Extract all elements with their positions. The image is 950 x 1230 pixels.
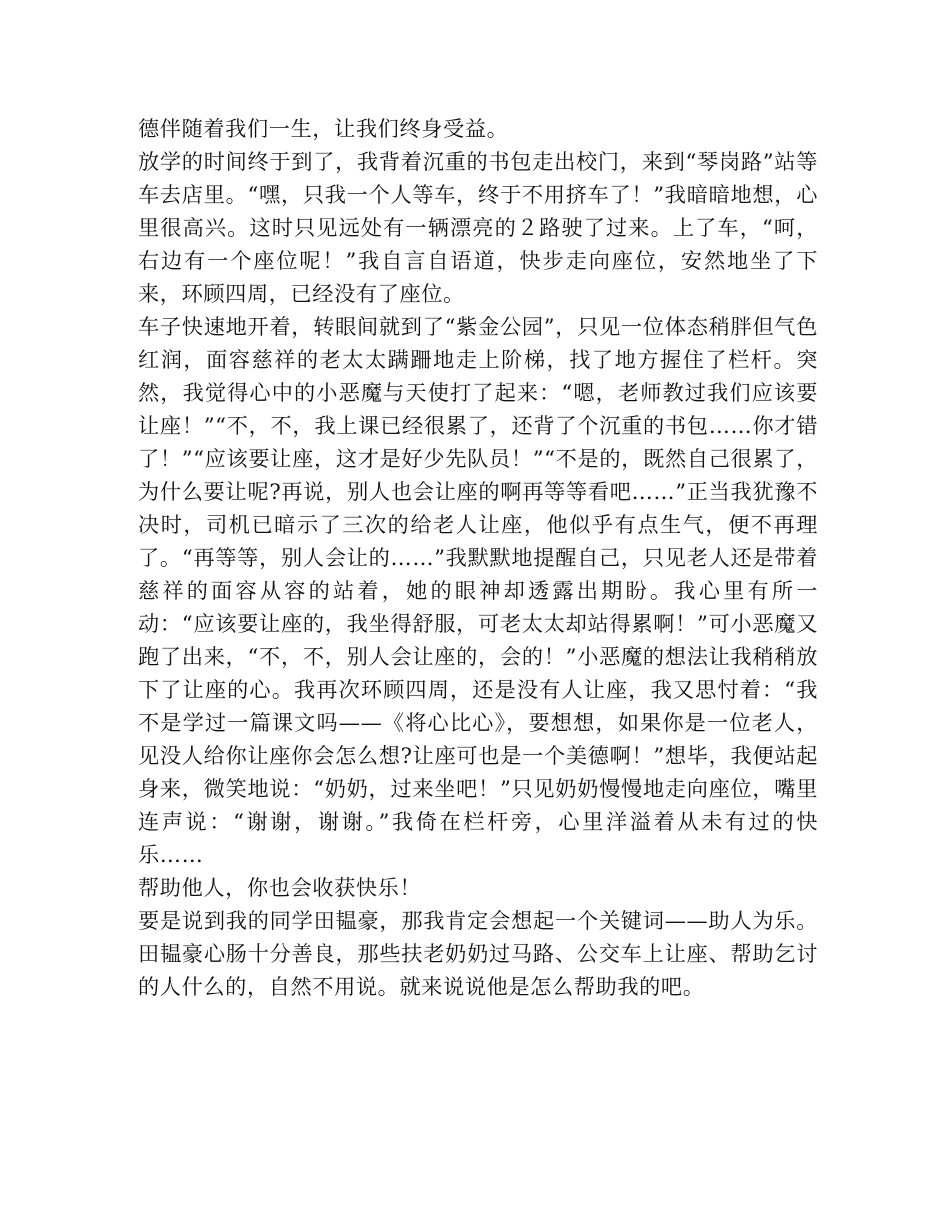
paragraph-3: 车子快速地开着，转眼间就到了“紫金公园”，只见一位体态稍胖但气色红润，面容慈祥的老太太蹒跚地走上阶梯，找了地方握住了栏杆。突然，我觉得心中的小恶魔与天使打了起来：“嗯，老师教过我们应该要让座！”“不，不，我上课已经很累了，还背了个沉重的书包……你才错了！”“应该要让座，这才是好少先队员！”“不是的，既然自己很累了，为什么要让呢?再说，别人也会让座的啊再等等看吧……”正当我犹豫不决时，司机已暗示了三次的给老人让座，他似乎有点生气，便不再理了。“再等等，别人会让的……”我默默地提醒自己，只见老人还是带着慈祥的面容从容的站着，她的眼神却透露出期盼。我心里有所一动：“应该要让座的，我坐得舒服，可老太太却站得累啊！”可小恶魔又跑了出来，“不，不，别人会让座的，会的！”小恶魔的想法让我稍稍放下了让座的心。我再次环顾四周，还是没有人让座，我又思忖着：“我不是学过一篇课文吗——《将心比心》，要想想，如果你是一位老人，见没人给你让座你会怎么想?让座可也是一个美德啊！”想毕，我便站起身来，微笑地说：“奶奶，过来坐吧！”只见奶奶慢慢地走向座位，嘴里连声说：“谢谢，谢谢。”我倚在栏杆旁，心里洋溢着从未有过的快乐…… (138, 314, 818, 867)
paragraph-5: 要是说到我的同学田韫豪，那我肯定会想起一个关键词——助人为乐。田韫豪心肠十分善良，那些扶老奶奶过马路、公交车上让座、帮助乞讨的人什么的，自然不用说。就来说说他是怎么帮助我的吧。 (138, 908, 818, 999)
document-body (138, 112, 818, 1003)
paragraph-1: 德伴随着我们一生，让我们终身受益。 (138, 116, 509, 141)
paragraph-2: 放学的时间终于到了，我背着沉重的书包走出校门，来到“琴岗路”站等车去店里。“嘿，只我一个人等车，终于不用挤车了！”我暗暗地想，心里很高兴。这时只见远处有一辆漂亮的２路驶了过来。上了车，“呵，右边有一个座位呢！”我自言自语道，快步走向座位，安然地坐了下来，环顾四周，已经没有了座位。 (138, 149, 818, 306)
paragraph-4: 帮助他人，你也会收获快乐！ (138, 875, 422, 900)
